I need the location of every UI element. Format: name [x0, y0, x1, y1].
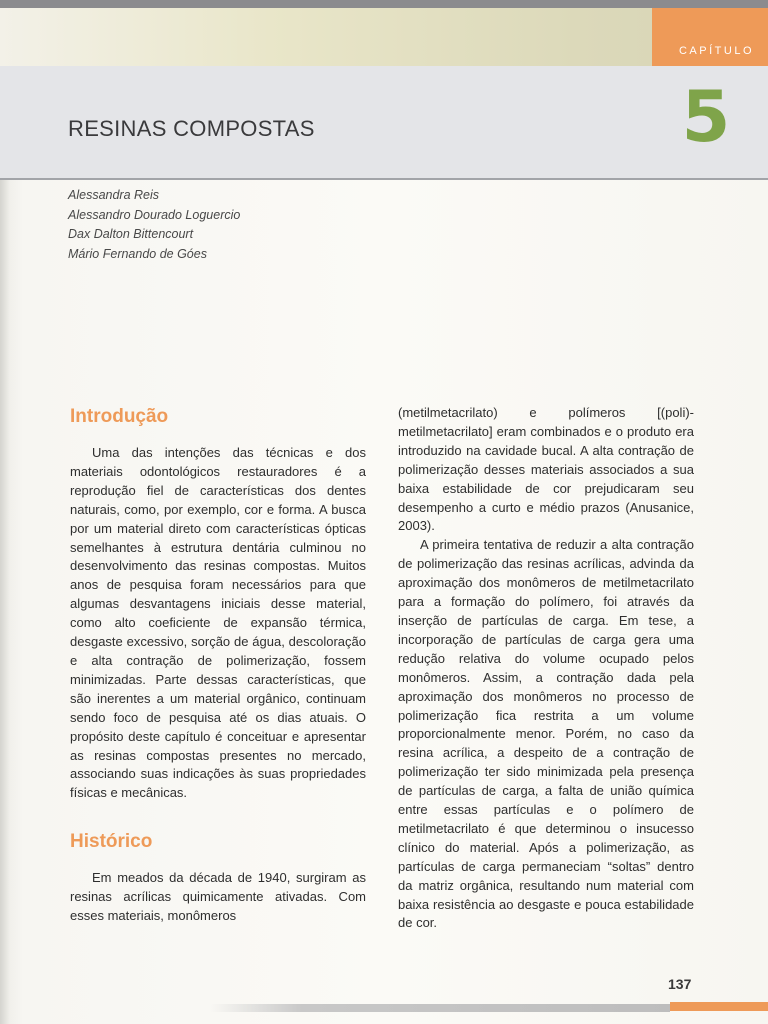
author-name: Alessandro Dourado Loguercio: [68, 207, 241, 222]
scan-top-edge: [0, 0, 768, 8]
author-name: Mário Fernando de Góes: [68, 246, 207, 261]
chapter-number: 5: [681, 76, 731, 158]
footer-rule-gray: [210, 1004, 670, 1012]
left-column: [70, 404, 366, 926]
introducao-paragraph: Uma das intenções das técnicas e dos materiais odontológicos restauradores é a reprodução fiel de características dos dentes naturais, como, por exemplo, cor e forma. A busca por um material direto com características ópticas semelhantes à estrutura dentária culminou no desenvolvimento das resinas compostas. Muitos anos de pesquisa foram necessários para que algumas desvantagens iniciais desse material, como alto coeficiente de expansão térmica, desgaste excessivo, sorção de água, descoloração e alta contração de polimerização, fossem minimizadas. Parte dessas características, que são inerentes a um material orgânico, continuam sendo foco de pesquisa até os dias atuais. O propósito deste capítulo é conceituar e apresentar as resinas compostas presentes no mercado, associando suas indicações às suas propriedades físicas e mecânicas.: [70, 445, 366, 801]
chapter-tab: [652, 8, 768, 66]
footer-rule-orange: [670, 1002, 768, 1011]
section-heading-historico: Histórico: [70, 831, 153, 853]
right-column: [398, 404, 694, 933]
author-name: Alessandra Reis: [68, 188, 160, 202]
historico-paragraph: Em meados da década de 1940, surgiram as resinas acrílicas quimicamente ativadas. Com esses materiais, monômeros: [70, 870, 366, 924]
author-name: Dax Dalton Bittencourt: [68, 227, 194, 241]
author-list: [68, 186, 240, 264]
chapter-label: CAPÍTULO: [678, 45, 754, 57]
historico-paragraph-2: A primeira tentativa de reduzir a alta contração de polimerização das resinas acrílicas, advinda da aproximação dos monômeros de metilmetacrilato para a formação do polímero, foi através da inserção de partículas de carga. Em tese, a incorporação de partículas de carga gera uma redução relativa do volume ocupado pelos monômeros. Assim, a contração dada pela aproximação dos monômeros no processo de polimerização fica restrita a um volume proporcionalmente menor. Porém, no caso da resina acrílica, a despeito de a contração de polimerização ter sido minimizada pela presença de partículas de carga, a falta de união química entre essas partículas e o polímero de metilmetacrilato é que determinou o insucesso clínico do material. Após a polimerização, as partículas de carga permaneciam “soltas” dentro da matriz orgânica, resultando num material com baixa resistência ao desgaste e pouca estabilidade de cor.: [398, 537, 694, 931]
section-heading-introducao: Introdução: [70, 406, 169, 427]
page-number: 137: [668, 976, 692, 992]
chapter-title: RESINAS COMPOSTAS: [68, 116, 315, 141]
historico-continuation-paragraph: (metilmetacrilato) e polímeros [(poli)-metilmetacrilato] eram combinados e o produto era introduzido na cavidade bucal. A alta contração de polimerização desses materiais associados a sua baixa estabilidade de cor prejudicaram seu desempenho a curto e médio prazos (Anusanice, 2003).: [398, 405, 694, 534]
